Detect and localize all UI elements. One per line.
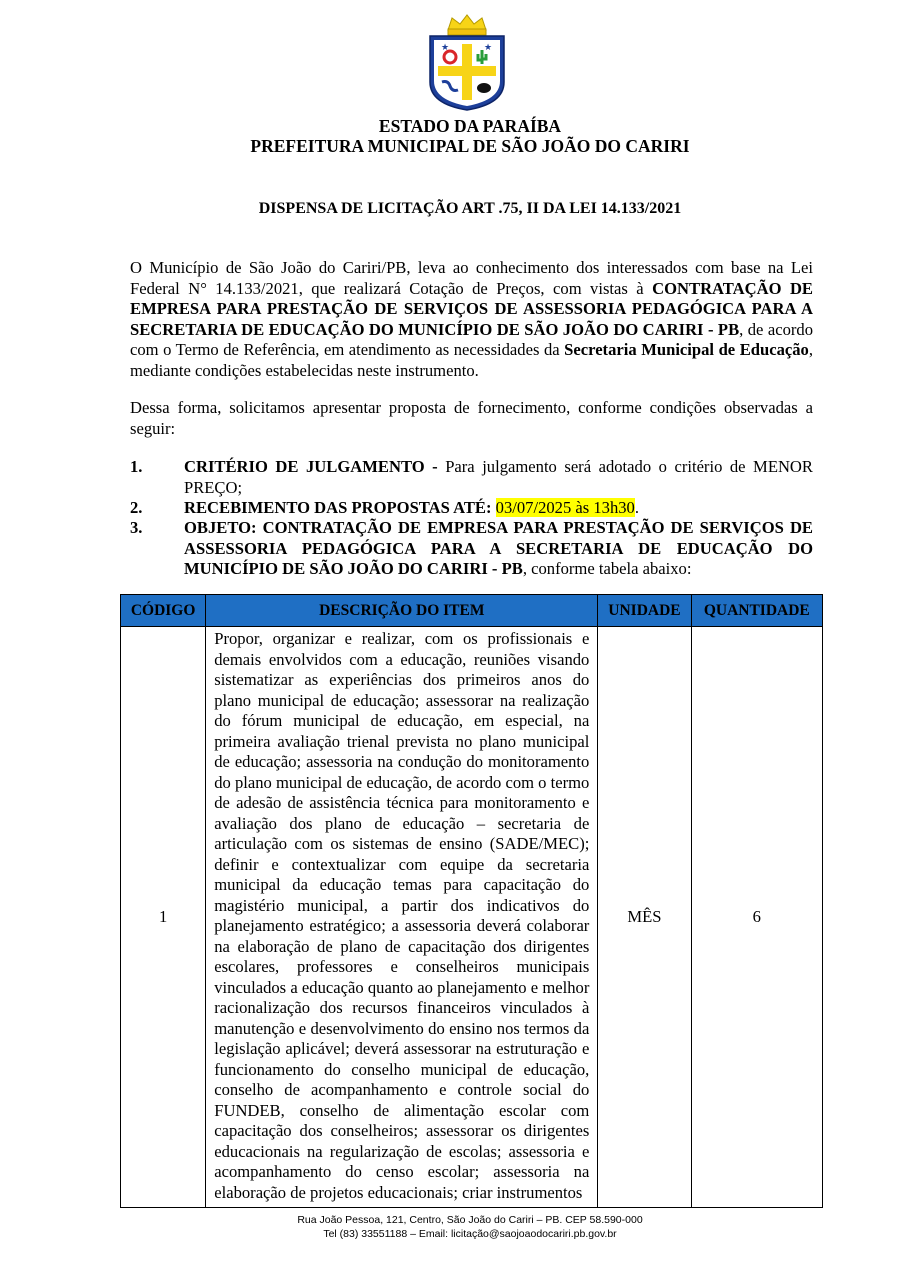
header-unit: UNIDADE — [598, 595, 691, 627]
header-quantity: QUANTIDADE — [691, 595, 822, 627]
table-row — [121, 627, 823, 1208]
document-subject: DISPENSA DE LICITAÇÃO ART .75, II DA LEI 14.133/2021 — [258, 200, 682, 217]
cell-unit: MÊS — [598, 627, 691, 1208]
svg-text:★: ★ — [484, 43, 493, 53]
footer-address: Rua João Pessoa, 121, Centro, São João do Cariri – PB. CEP 58.590-000 — [297, 1214, 643, 1226]
list-item-bold: OBJETO: CONTRATAÇÃO DE EMPRESA PARA PRESTAÇÃO DE SERVIÇOS DE ASSESSORIA PEDAGÓGICA PARA A SECRETARIA DE EDUCAÇÃO DO MUNICÍPIO DE SÃO JOÃO DO CARIRI - PB — [184, 518, 813, 578]
list-number: 2. — [130, 498, 143, 517]
list-item-bold: RECEBIMENTO DAS PROPOSTAS ATÉ: — [184, 498, 496, 517]
list-number: 3. — [130, 518, 143, 537]
intro-secretariat-bold: Secretaria Municipal de Educação — [564, 340, 809, 359]
intro-object-bold: CONTRATAÇÃO DE EMPRESA PARA PRESTAÇÃO DE SERVIÇOS DE ASSESSORIA PEDAGÓGICA PARA A SECRETARIA DE EDUCAÇÃO DO MUNICÍPIO DE SÃO JOÃO DO CARIRI - PB — [130, 278, 813, 339]
list-item-text: . — [634, 498, 640, 517]
intro-paragraph — [130, 258, 813, 381]
state-title: ESTADO DA PARAÍBA — [378, 116, 562, 136]
municipal-coat-of-arms-icon — [424, 12, 510, 112]
deadline-highlight: 03/07/2025 às 13h30 — [495, 498, 635, 517]
footer-contact: Tel (83) 33551188 – Email: licitação@saojoaodocariri.pb.gov.br — [323, 1228, 617, 1240]
header-description: DESCRIÇÃO DO ITEM — [206, 595, 598, 627]
cell-code: 1 — [121, 627, 206, 1208]
intro-text-1: O Município de São João do Cariri/PB, leva ao conhecimento dos interessados com base na Lei Federal N° 14.133/2021, que realizará Cotação de Preços, com vistas à — [130, 258, 813, 298]
request-paragraph: Dessa forma, solicitamos apresentar proposta de fornecimento, conforme condições observadas a seguir: — [130, 398, 813, 438]
city-hall-title: PREFEITURA MUNICIPAL DE SÃO JOÃO DO CARIRI — [250, 136, 690, 156]
intro-text-3: , mediante condições estabelecidas neste instrumento. — [130, 340, 814, 380]
list-item-text: Para julgamento será adotado o critério de MENOR PREÇO; — [184, 457, 813, 497]
header-code: CÓDIGO — [121, 595, 206, 627]
cell-quantity: 6 — [691, 627, 822, 1208]
list-item-criterion — [130, 457, 813, 498]
svg-text:★: ★ — [441, 43, 450, 53]
list-item-object — [130, 518, 813, 580]
items-table — [120, 594, 823, 1208]
table-header-row — [121, 595, 823, 627]
list-item-bold: CRITÉRIO DE JULGAMENTO - — [184, 457, 446, 476]
list-item-deadline — [130, 498, 813, 519]
intro-text-2: , de acordo com o Termo de Referência, em atendimento as necessidades da — [130, 319, 813, 359]
list-item-text: , conforme tabela abaixo: — [522, 559, 692, 578]
cell-description: Propor, organizar e realizar, com os profissionais e demais envolvidos com a educação, reuniões visando sistematizar as experiências dos primeiros anos do plano municipal de educação; assessorar na realização do fórum municipal de educação, em especial, na primeira avaliação trienal prevista no plano municipal de educação; assessoria na condução do monitoramento do plano municipal de educação, de acordo com o termo de adesão de assistência técnica para monitoramento e avaliação dos plano de educação – secretaria de articulação com os sistemas de ensino (SADE/MEC); definir e contextualizar com equipe da secretaria municipal da educação temas para capacitação do magistério municipal, a partir dos indicativos do planejamento estratégico; a assessoria deverá colaborar na elaboração de plano de capacitação dos dirigentes escolares, professores e conselheiros municipais vinculados a educação quanto ao planejamento e melhor racionalização dos recursos financeiros vinculados à manutenção e desenvolvimento do ensino nos termos da legislação aplicável; deverá assessorar na estruturação e funcionamento do conselho municipal de educação, conselho de acompanhamento e controle social do FUNDEB, conselho de alimentação escolar com capacitação dos conselheiros; assessorar os dirigentes educacionais na regularização de escolas; assessoria e acompanhamento do censo escolar; assessoria na elaboração de projetos educacionais; criar instrumentos — [206, 627, 598, 1208]
list-number: 1. — [130, 457, 143, 476]
